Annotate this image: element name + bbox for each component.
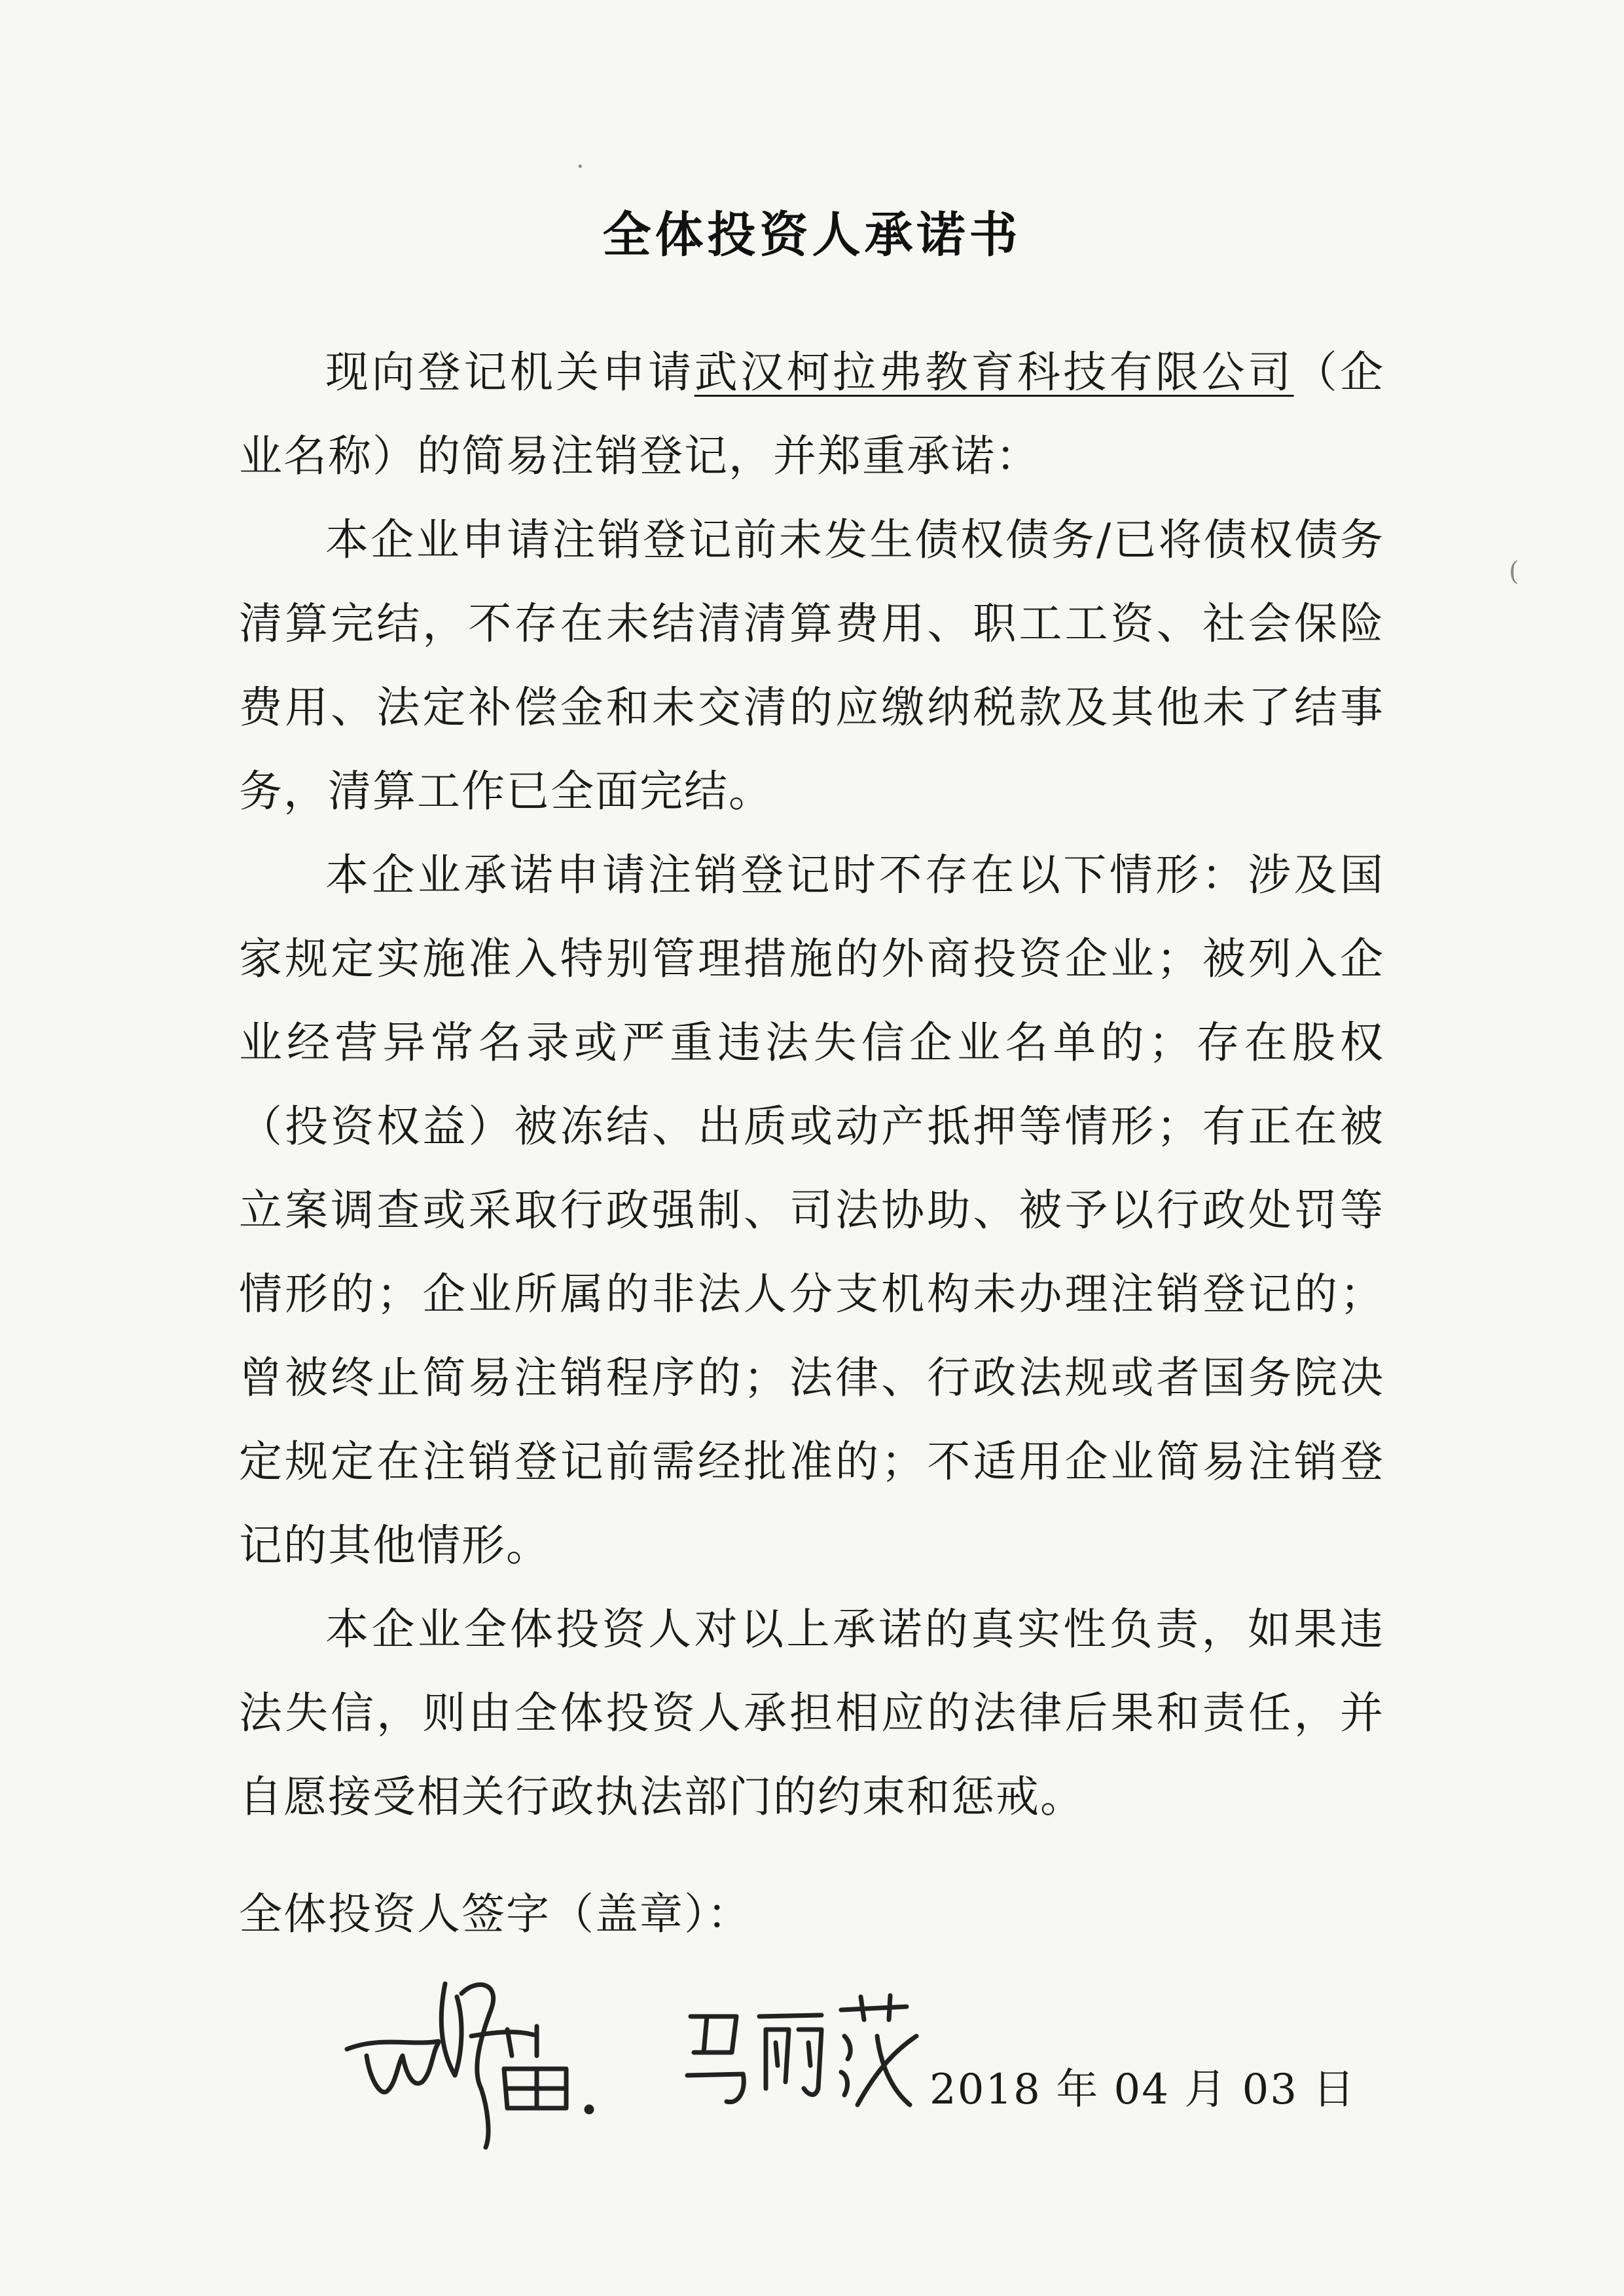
paragraph-3: 本企业承诺申请注销登记时不存在以下情形：涉及国家规定实施准入特别管理措施的外商投资企业；被列入企业经营异常名录或严重违法失信企业名单的；存在股权（投资权益）被冻结、出质或动产抵押等情形；有正在被立案调查或采取行政强制、司法协助、被予以行政处罚等情形的；企业所属的非法人分支机构未办理注销登记的；曾被终止简易注销程序的；法律、行政法规或者国务院决定规定在注销登记前需经批准的；不适用企业简易注销登记的其他情形。 xyxy=(239,850,1384,1571)
paragraph-1-before: 现向登记机关申请 xyxy=(325,347,695,397)
company-name: 武汉柯拉弗教育科技有限公司 xyxy=(694,347,1294,397)
handwritten-signature-2 xyxy=(681,1990,929,2121)
document-body xyxy=(239,331,1384,1839)
paragraph-1 xyxy=(239,331,1384,498)
document-title: 全体投资人承诺书 xyxy=(602,207,1022,263)
paragraph-1-after: （企业名称）的简易注销登记，并郑重承诺： xyxy=(239,347,1385,481)
paragraph-2: 本企业申请注销登记前未发生债权债务/已将债权债务清算完结，不存在未结清清算费用、职工工资、社会保险费用、法定补偿金和未交清的应缴纳税款及其他未了结事务，清算工作已全面完结。 xyxy=(239,515,1384,816)
scan-speck: · xyxy=(576,152,585,182)
signing-date: 2018 年 04 月 03 日 xyxy=(929,2066,1356,2114)
paragraph-4: 本企业全体投资人对以上承诺的真实性负责，如果违法失信，则由全体投资人承担相应的法律后果和责任，并自愿接受相关行政执法部门的约束和惩戒。 xyxy=(239,1604,1384,1822)
scan-speck: ( xyxy=(1509,556,1519,587)
handwritten-signature-1 xyxy=(340,1958,609,2154)
signature-label: 全体投资人签字（盖章）： xyxy=(239,1889,751,1939)
